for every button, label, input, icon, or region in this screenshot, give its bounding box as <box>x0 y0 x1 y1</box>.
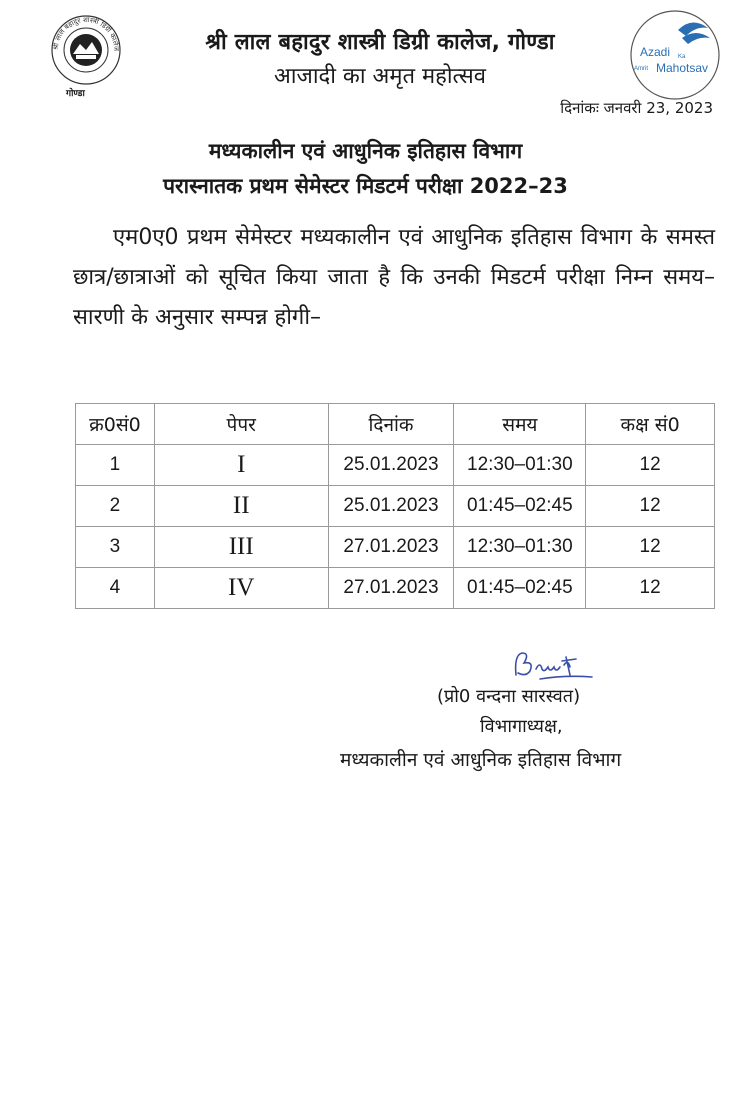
cell-room: 12 <box>586 527 715 568</box>
logo-word-ka: Ka <box>678 54 686 60</box>
cell-date: 27.01.2023 <box>328 527 454 568</box>
cell-time: 01:45–02:45 <box>454 568 586 609</box>
table-row <box>76 445 715 486</box>
header-paper: पेपर <box>154 404 328 445</box>
logo-word-amrit: Amrit <box>634 66 648 72</box>
table-row <box>76 486 715 527</box>
cell-date: 25.01.2023 <box>328 445 454 486</box>
college-name: श्री लाल बहादुर शास्त्री डिग्री कालेज, गोण्डा <box>205 30 555 55</box>
header-time: समय <box>454 404 586 445</box>
cell-time: 12:30–01:30 <box>454 527 586 568</box>
handwritten-signature <box>510 645 600 685</box>
header-room: कक्ष सं0 <box>586 404 715 445</box>
notice-date: दिनांकः जनवरी 23, 2023 <box>560 99 713 117</box>
table-row <box>76 527 715 568</box>
seal-ring-text: श्री लाल बहादुर शास्त्री डिग्री कालेज <box>51 15 121 52</box>
cell-serial: 4 <box>76 568 155 609</box>
sub-title: आजादी का अमृत महोत्सव <box>274 64 486 89</box>
cell-paper: III <box>154 527 328 568</box>
cell-serial: 2 <box>76 486 155 527</box>
cell-date: 27.01.2023 <box>328 568 454 609</box>
cell-paper: II <box>154 486 328 527</box>
cell-serial: 3 <box>76 527 155 568</box>
cell-room: 12 <box>586 486 715 527</box>
college-seal-icon <box>40 10 132 102</box>
cell-time: 12:30–01:30 <box>454 445 586 486</box>
cell-time: 01:45–02:45 <box>454 486 586 527</box>
signatory-role: विभागाध्यक्ष, <box>480 716 563 737</box>
seal-caption: गोण्डा <box>66 89 85 99</box>
logo-word-azadi: Azadi <box>640 45 671 59</box>
signatory-department: मध्यकालीन एवं आधुनिक इतिहास विभाग <box>340 749 622 771</box>
cell-room: 12 <box>586 445 715 486</box>
header-date: दिनांक <box>328 404 454 445</box>
signatory-name: (प्रो0 वन्दना सारस्वत) <box>437 686 581 707</box>
cell-paper: IV <box>154 568 328 609</box>
cell-room: 12 <box>586 568 715 609</box>
table-header-row <box>76 404 715 445</box>
exam-title: परास्नातक प्रथम सेमेस्टर मिडटर्म परीक्षा 2022–23 <box>163 174 568 198</box>
department-title: मध्यकालीन एवं आधुनिक इतिहास विभाग <box>208 139 523 163</box>
cell-date: 25.01.2023 <box>328 486 454 527</box>
logo-word-mahotsav: Mahotsav <box>656 61 709 75</box>
azadi-ka-amrit-mahotsav-logo-icon <box>626 6 724 104</box>
cell-serial: 1 <box>76 445 155 486</box>
table-row <box>76 568 715 609</box>
notice-text: एम0ए0 प्रथम सेमेस्टर मध्यकालीन एवं आधुनिक इतिहास विभाग के समस्त छात्र/छात्राओं को सूचित किया जाता है कि उनकी मिडटर्म परीक्षा निम्न समय–सारणी के अनुसार सम्पन्न होगी– <box>73 225 715 330</box>
cell-paper: I <box>154 445 328 486</box>
exam-schedule-table <box>75 403 715 609</box>
header-serial: क्र0सं0 <box>76 404 155 445</box>
